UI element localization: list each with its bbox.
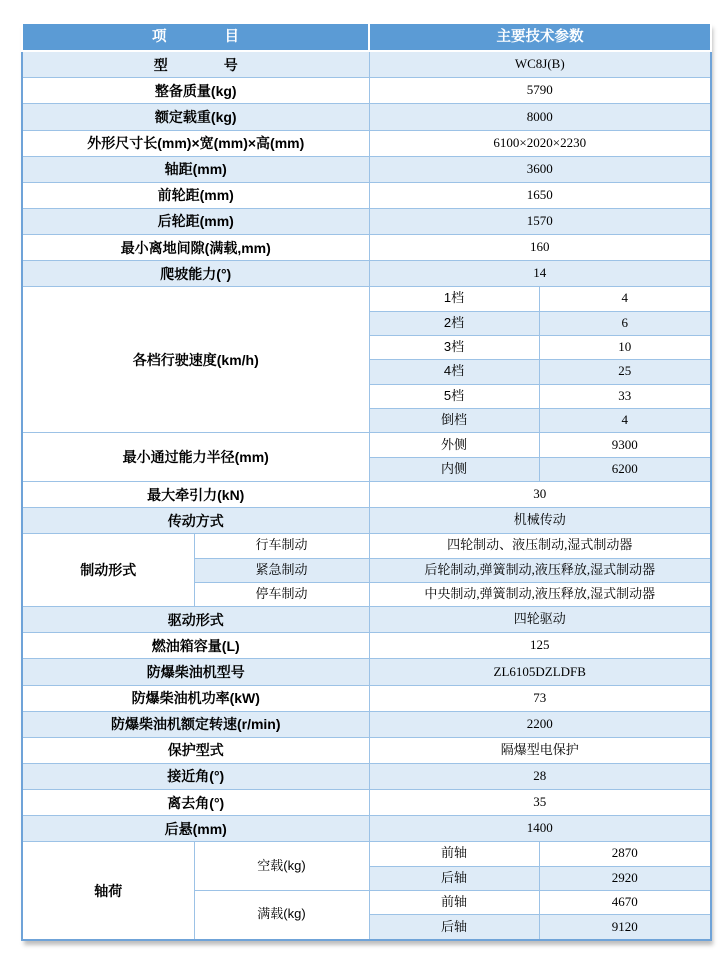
row-label: 前轮距(mm) <box>22 182 369 208</box>
row-value: 4 <box>539 287 711 311</box>
row-value: 后轮制动,弹簧制动,液压释放,湿式制动器 <box>369 558 711 582</box>
row-value: 四轮驱动 <box>369 607 711 633</box>
row-value: 2870 <box>539 842 711 866</box>
table-row <box>22 482 711 508</box>
row-sublabel: 外侧 <box>369 433 539 457</box>
table-row <box>22 182 711 208</box>
row-value: 30 <box>369 482 711 508</box>
row-value: 35 <box>369 790 711 816</box>
row-label: 整备质量(kg) <box>22 78 369 104</box>
row-value: 1650 <box>369 182 711 208</box>
row-label: 爬坡能力(°) <box>22 261 369 287</box>
table-row <box>22 433 711 457</box>
row-sublabel: 2档 <box>369 311 539 335</box>
row-sublabel: 3档 <box>369 335 539 359</box>
row-value: 9120 <box>539 915 711 940</box>
spec-table-body <box>22 23 711 940</box>
row-value: 6100×2020×2230 <box>369 130 711 156</box>
row-value: ZL6105DZLDFB <box>369 659 711 685</box>
table-row <box>22 737 711 763</box>
row-value: 125 <box>369 633 711 659</box>
row-label: 外形尺寸长(mm)×宽(mm)×高(mm) <box>22 130 369 156</box>
row-value: 隔爆型电保护 <box>369 737 711 763</box>
row-label: 驱动形式 <box>22 607 369 633</box>
row-value: 1400 <box>369 816 711 842</box>
table-row <box>22 130 711 156</box>
table-row <box>22 508 711 534</box>
table-row <box>22 287 711 311</box>
row-sublabel: 5档 <box>369 384 539 408</box>
table-row <box>22 763 711 789</box>
row-label: 轴距(mm) <box>22 156 369 182</box>
row-label: 防爆柴油机功率(kW) <box>22 685 369 711</box>
row-value: 73 <box>369 685 711 711</box>
table-row <box>22 607 711 633</box>
row-label: 各档行驶速度(km/h) <box>22 287 369 433</box>
row-value: 机械传动 <box>369 508 711 534</box>
row-value: 10 <box>539 335 711 359</box>
row-value: 6200 <box>539 457 711 481</box>
row-value: 3600 <box>369 156 711 182</box>
table-row <box>22 78 711 104</box>
row-value: 9300 <box>539 433 711 457</box>
table-row <box>22 534 711 558</box>
row-sublabel: 后轴 <box>369 866 539 890</box>
row-label: 防爆柴油机型号 <box>22 659 369 685</box>
row-label: 离去角(°) <box>22 790 369 816</box>
table-row <box>22 842 711 866</box>
row-label: 传动方式 <box>22 508 369 534</box>
table-row <box>22 711 711 737</box>
table-row <box>22 790 711 816</box>
column-header: 项 目 <box>22 23 369 51</box>
row-sublabel: 紧急制动 <box>194 558 369 582</box>
table-row <box>22 261 711 287</box>
row-value: 1570 <box>369 208 711 234</box>
row-label: 制动形式 <box>22 534 194 607</box>
row-sublabel: 空载(kg) <box>194 842 369 891</box>
row-label: 额定载重(kg) <box>22 104 369 130</box>
row-value: 8000 <box>369 104 711 130</box>
row-value: 2200 <box>369 711 711 737</box>
table-row <box>22 659 711 685</box>
row-sublabel: 前轴 <box>369 842 539 866</box>
row-label: 后悬(mm) <box>22 816 369 842</box>
row-value: 4 <box>539 408 711 432</box>
row-sublabel: 停车制动 <box>194 582 369 606</box>
row-label: 最大牵引力(kN) <box>22 482 369 508</box>
row-value: 6 <box>539 311 711 335</box>
table-row <box>22 51 711 78</box>
table-row <box>22 208 711 234</box>
row-value: 160 <box>369 235 711 261</box>
table-row <box>22 23 711 51</box>
row-label: 燃油箱容量(L) <box>22 633 369 659</box>
table-row <box>22 156 711 182</box>
row-label: 防爆柴油机额定转速(r/min) <box>22 711 369 737</box>
row-value: 中央制动,弹簧制动,液压释放,湿式制动器 <box>369 582 711 606</box>
row-label: 型 号 <box>22 51 369 78</box>
row-value: 28 <box>369 763 711 789</box>
row-label: 轴荷 <box>22 842 194 940</box>
column-header: 主要技术参数 <box>369 23 711 51</box>
row-value: 25 <box>539 360 711 384</box>
row-value: 4670 <box>539 890 711 914</box>
row-sublabel: 后轴 <box>369 915 539 940</box>
row-sublabel: 前轴 <box>369 890 539 914</box>
row-value: 2920 <box>539 866 711 890</box>
row-label: 后轮距(mm) <box>22 208 369 234</box>
row-sublabel: 满载(kg) <box>194 890 369 940</box>
row-label: 最小通过能力半径(mm) <box>22 433 369 482</box>
table-row <box>22 235 711 261</box>
row-sublabel: 行车制动 <box>194 534 369 558</box>
table-row <box>22 685 711 711</box>
row-value: 5790 <box>369 78 711 104</box>
row-sublabel: 4档 <box>369 360 539 384</box>
row-label: 最小离地间隙(满载,mm) <box>22 235 369 261</box>
row-sublabel: 倒档 <box>369 408 539 432</box>
spec-table <box>21 22 712 941</box>
row-label: 保护型式 <box>22 737 369 763</box>
row-value: 14 <box>369 261 711 287</box>
table-row <box>22 816 711 842</box>
row-sublabel: 1档 <box>369 287 539 311</box>
table-row <box>22 633 711 659</box>
row-value: 33 <box>539 384 711 408</box>
row-value: 四轮制动、液压制动,湿式制动器 <box>369 534 711 558</box>
row-sublabel: 内侧 <box>369 457 539 481</box>
row-label: 接近角(°) <box>22 763 369 789</box>
row-value: WC8J(B) <box>369 51 711 78</box>
table-row <box>22 104 711 130</box>
